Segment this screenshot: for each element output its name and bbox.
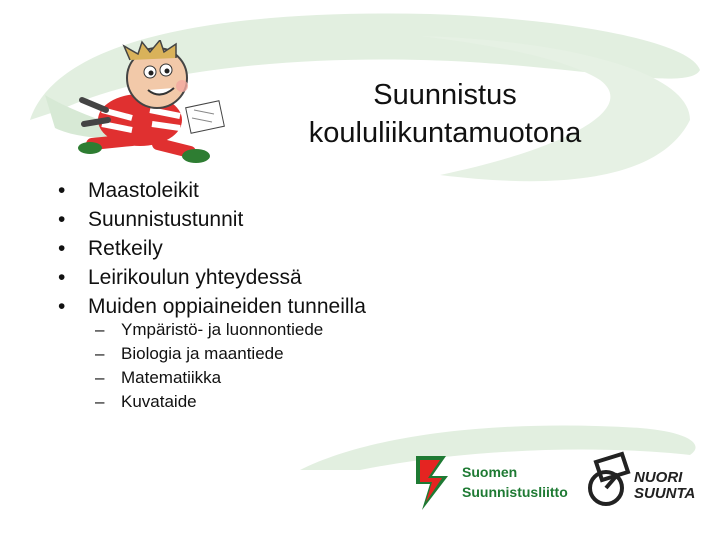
title-line-1: Suunnistus <box>373 79 517 111</box>
slide-title <box>270 76 620 152</box>
logo-text-line-1: NUORI <box>634 469 683 486</box>
lightning-mark-icon <box>412 452 458 512</box>
bullet-item: • Suunnistustunnit <box>58 205 366 234</box>
bullet-item: • Maastoleikit <box>58 176 366 205</box>
logo-text-line-2: Suunnistusliitto <box>462 484 568 500</box>
logo-text-line-2: SUUNTA <box>634 485 696 502</box>
sub-bullet-item: – Ympäristö- ja luonnontiede <box>95 318 323 342</box>
bullet-list <box>58 176 366 321</box>
sub-bullet-item: – Kuvataide <box>95 390 323 414</box>
nuori-suunta-logo <box>582 448 714 518</box>
compass-scribble-icon <box>582 448 642 518</box>
logo-text-line-1: Suomen <box>462 464 518 480</box>
map-paper <box>186 101 225 134</box>
mascot-illustration <box>62 40 242 170</box>
sub-bullet-item: – Biologia ja maantiede <box>95 342 323 366</box>
sub-bullet-item: – Matematiikka <box>95 366 323 390</box>
bullet-item: • Leirikoulun yhteydessä <box>58 263 366 292</box>
bullet-item: • Muiden oppiaineiden tunneilla <box>58 292 366 321</box>
suomen-suunnistusliitto-logo <box>412 452 577 512</box>
sub-bullet-list <box>95 318 323 414</box>
bullet-item: • Retkeily <box>58 234 366 263</box>
title-line-2: koululiikuntamuotona <box>308 117 582 149</box>
